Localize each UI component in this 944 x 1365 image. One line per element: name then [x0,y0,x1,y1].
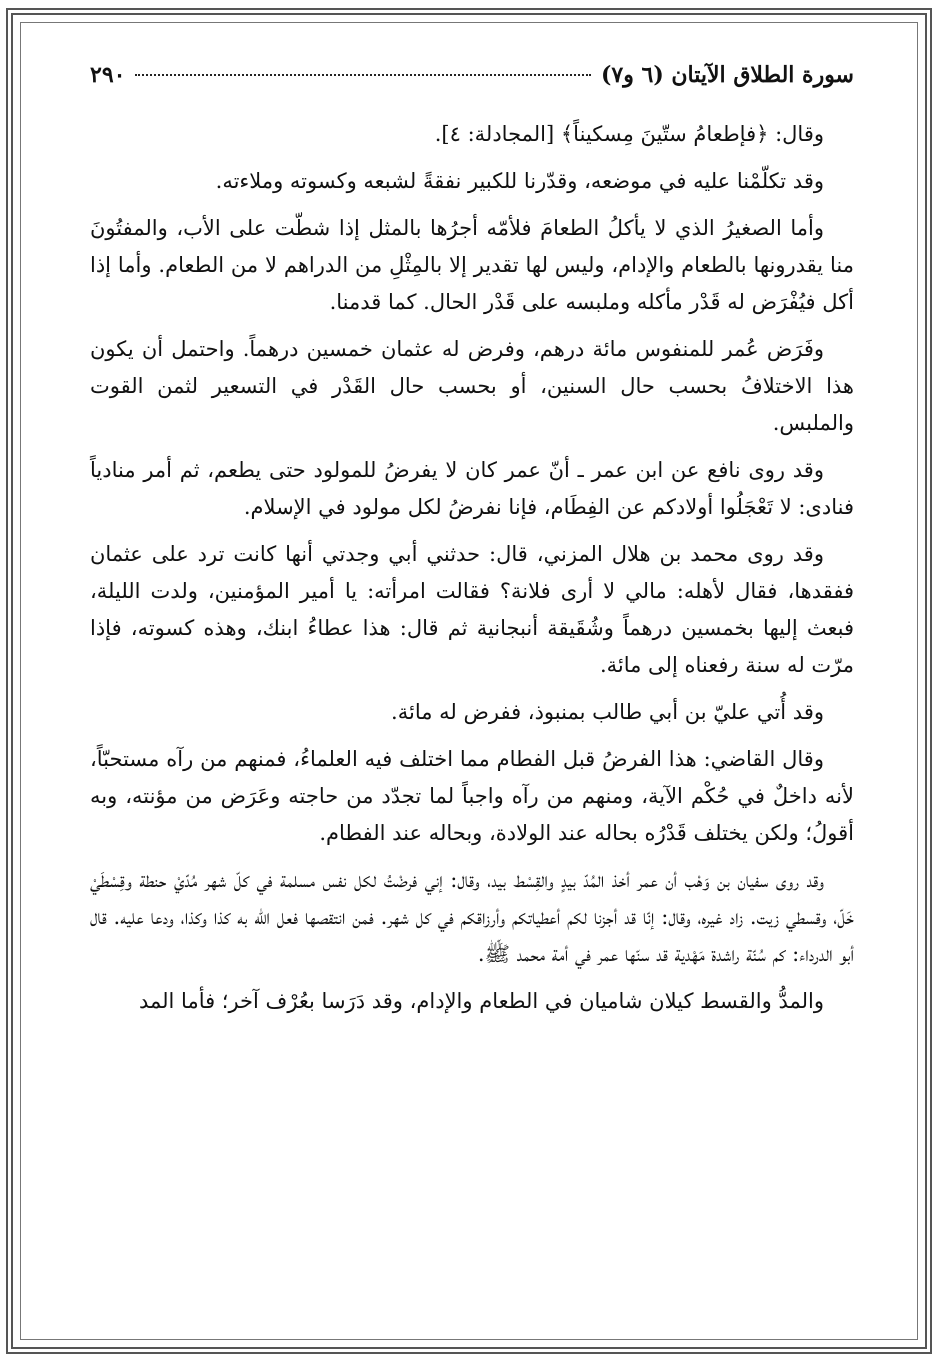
paragraph: وقد أُتي عليّ بن أبي طالب بمنبوذ، ففرض له مائة. [391,700,824,724]
paragraph: وقد روى نافع عن ابن عمر ـ أنّ عمر كان لا يفرضُ للمولود حتى يطعم، ثم أمر منادياً فنادى: لا تَعْجَلُوا أولادكم عن الفِطَام، فإنا نفرضُ لكل مولود في الإسلام. [90,458,854,519]
page-number: ٢٩٠ [90,62,126,88]
chapter-title: سورة الطلاق الآيتان (٦ و٧) [600,62,854,88]
paragraph: وقد روى سفيان بن وَهْب أن عمر أخذ المُدّ بيدٍ والقِسْط بيد، وقال: إني فرضْتُ لكل نفس مسلمة في كلّ شهر مُدّيْ حنطة وقِسْطَيْ خَلّ، وقسطي زيت. زاد غيره، وقال: إنّا قد أجزنا لكم أعطياتكم وأرزاقكم في كل شهر. فمن انتقصها فعل الله به كذا وكذا، ودعا عليه. قال أبو الدرداء: كم سُنّة راشدة مَهْدية قد سنّها عمر في أمة محمد ﷺ. [90,868,854,966]
header-dot-leader [135,74,590,76]
paragraph: وأما الصغيرُ الذي لا يأكلُ الطعامَ فلأمّه أجرُها بالمثل إذا شطّت على الأب، والمفتُونَ منا يقدرونها بالطعام والإدام، وليس لها تقدير إلا بالمِثْلِ من الدراهم لا من الطعام. وأما إذا أكل فيُفْرَض له قَدْر مأكله وملبسه على قَدْر الحال. كما قدمنا. [90,216,854,314]
paragraph: وقال القاضي: هذا الفرضُ قبل الفطام مما اختلف فيه العلماءُ، فمنهم من رآه مستحبّاً، لأنه داخلٌ في حُكْم الآية، ومنهم من رآه واجباً لما تجدّد من حاجته وعَرَض من مؤنته، وبه أقولُ؛ ولكن يختلف قَدْرُه بحاله عند الولادة، وبحاله عند الفطام. [90,747,854,845]
paragraph: وقد تكلّمْنا عليه في موضعه، وقدّرنا للكبير نفقةً لشبعه وكسوته وملاءته. [215,169,824,193]
body-text [90,116,854,1020]
paragraph: وقال: ﴿فإطعامُ ستّينَ مِسكيناً﴾ [المجادلة: ٤]. [434,122,824,146]
paragraph: وقد روى محمد بن هلال المزني، قال: حدثني أبي وجدتي أنها كانت ترد على عثمان ففقدها، فقال لأهله: مالي لا أرى فلانة؟ فقالت امرأته: يا أمير المؤمنين، ولدت الليلة، فبعث إليها بخمسين درهماً وشُقَيقة أنبجانية ثم قال: هذا عطاءُ ابنك، وهذه كسوته، فإذا مرّت له سنة رفعناه إلى مائة. [90,542,854,677]
running-header [90,62,854,102]
paragraph: وفَرَض عُمر للمنفوس مائة درهم، وفرض له عثمان خمسين درهماً. واحتمل أن يكون هذا الاختلافُ بحسب حال السنين، أو بحسب حال القَدْر في التسعير لثمن القوت والملبس. [90,337,854,435]
book-page [90,62,854,1322]
paragraph: والمدُّ والقسط كيلان شاميان في الطعام والإدام، وقد دَرَسا بعُرْف آخر؛ فأما المد [138,989,824,1013]
